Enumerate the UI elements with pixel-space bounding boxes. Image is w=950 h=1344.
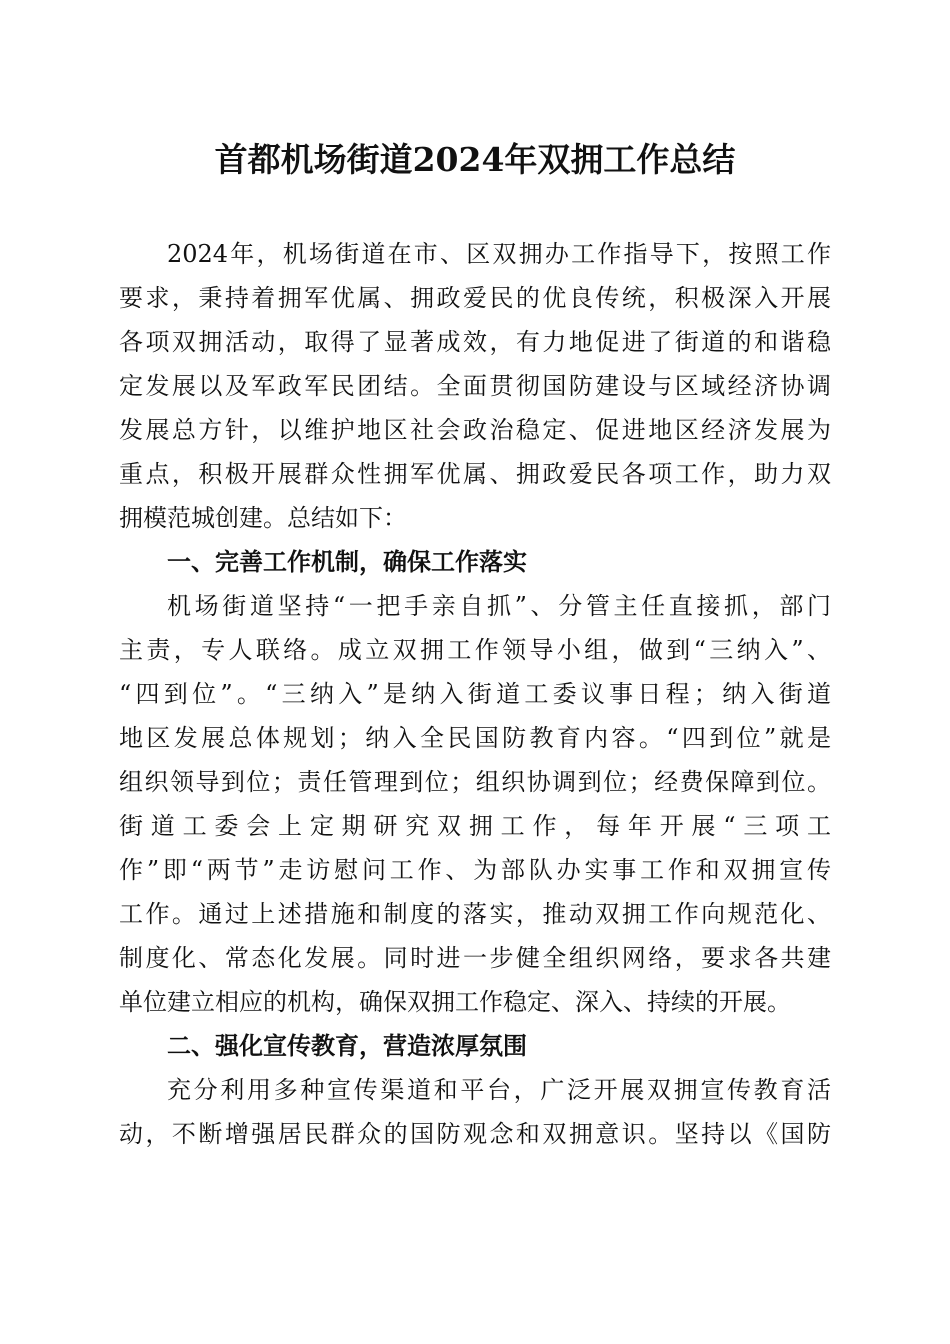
paragraph-2-line: 工作。通过上述措施和制度的落实，推动双拥工作向规范化、 <box>119 900 831 928</box>
paragraph-2-line: 主责，专人联络。成立双拥工作领导小组，做到“三纳入”、 <box>119 636 831 664</box>
paragraph-1-line: 定发展以及军政军民团结。全面贯彻国防建设与区域经济协调 <box>119 372 831 400</box>
paragraph-1-line: 发展总方针，以维护地区社会政治稳定、促进地区经济发展为 <box>119 416 831 444</box>
paragraph-2-line: 机场街道坚持“一把手亲自抓”、分管主任直接抓，部门 <box>167 592 831 620</box>
document-title: 首都机场街道2024年双拥工作总结 <box>214 140 736 179</box>
document-body <box>119 232 831 1156</box>
paragraph-3-line: 动，不断增强居民群众的国防观念和双拥意识。坚持以《国防 <box>119 1120 831 1148</box>
paragraph-2-line: 街道工委会上定期研究双拥工作，每年开展“三项工 <box>119 812 831 840</box>
section-heading-2: 二、强化宣传教育，营造浓厚氛围 <box>167 1032 527 1060</box>
paragraph-1-line: 拥模范城创建。总结如下： <box>119 504 407 532</box>
paragraph-1-line: 2024年，机场街道在市、区双拥办工作指导下，按照工作 <box>167 240 831 268</box>
paragraph-2-line: 地区发展总体规划；纳入全民国防教育内容。“四到位”就是 <box>119 724 831 752</box>
paragraph-2-line: 制度化、常态化发展。同时进一步健全组织网络，要求各共建 <box>119 944 831 972</box>
paragraph-2-line: 作”即“两节”走访慰问工作、为部队办实事工作和双拥宣传 <box>119 856 831 884</box>
section-heading-1: 一、完善工作机制，确保工作落实 <box>167 548 527 576</box>
paragraph-1-line: 重点，积极开展群众性拥军优属、拥政爱民各项工作，助力双 <box>119 460 831 488</box>
paragraph-1-line: 要求，秉持着拥军优属、拥政爱民的优良传统，积极深入开展 <box>119 284 831 312</box>
paragraph-2-line: “四到位”。“三纳入”是纳入街道工委议事日程；纳入街道 <box>119 680 831 708</box>
paragraph-1-line: 各项双拥活动，取得了显著成效，有力地促进了街道的和谐稳 <box>119 328 831 356</box>
paragraph-2-line: 单位建立相应的机构，确保双拥工作稳定、深入、持续的开展。 <box>119 988 791 1016</box>
paragraph-2-line: 组织领导到位；责任管理到位；组织协调到位；经费保障到位。 <box>119 768 831 796</box>
paragraph-3-line: 充分利用多种宣传渠道和平台，广泛开展双拥宣传教育活 <box>167 1076 831 1104</box>
